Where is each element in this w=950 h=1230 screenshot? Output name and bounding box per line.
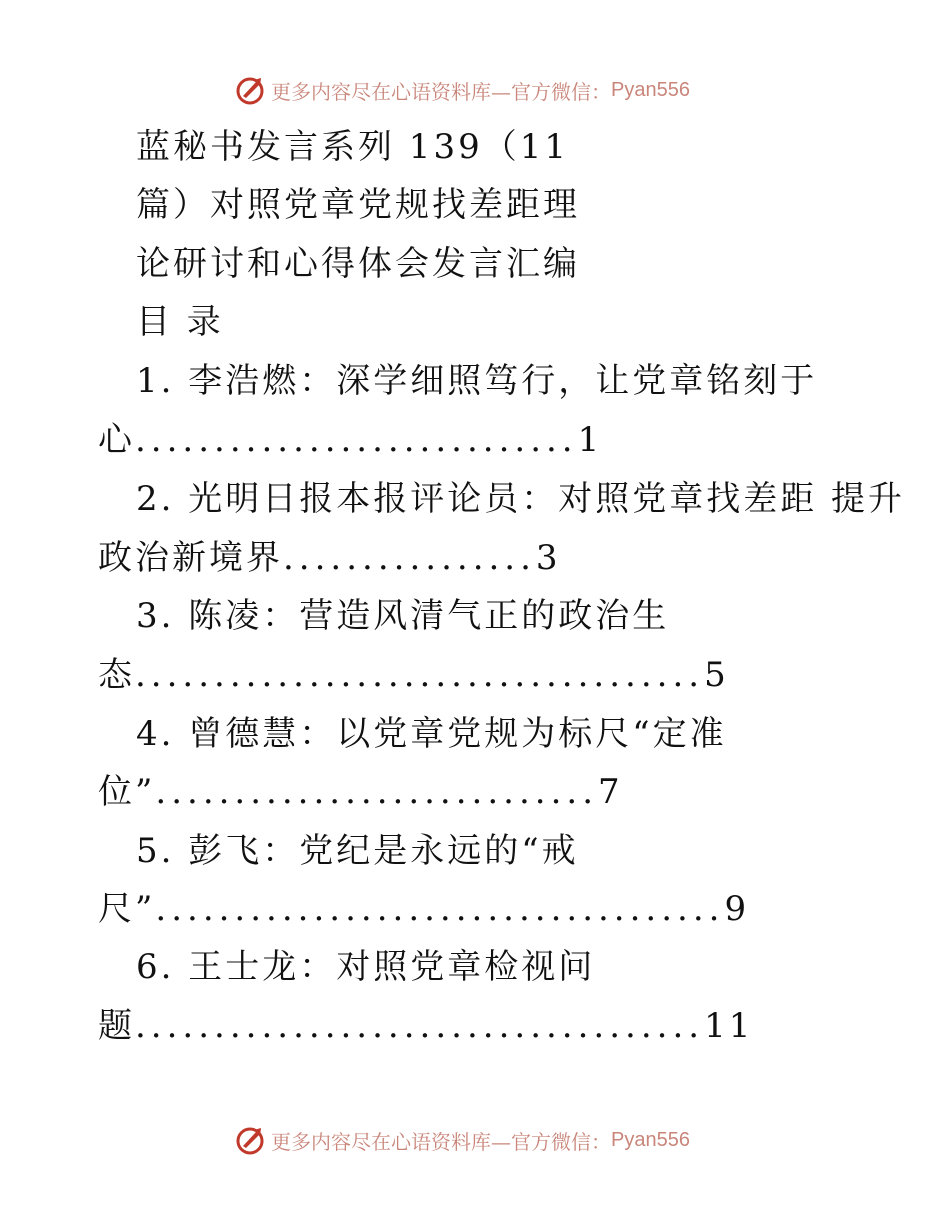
brand-logo-icon [234, 74, 266, 106]
toc-entry-1-cont: 心 [98, 420, 135, 460]
toc-entry-3-page: 5 [704, 655, 729, 695]
toc-entry-3-leader[interactable] [98, 655, 729, 695]
toc-entry-5-dots: .................................... [155, 889, 725, 929]
toc-entry-6-title[interactable]: 6. 王士龙：对照党章检视问 [136, 947, 596, 987]
watermark-account: Pyan556 [611, 78, 690, 101]
toc-heading: 目 录 [136, 302, 224, 342]
title-line-3: 论研讨和心得体会发言汇编 [136, 244, 580, 284]
toc-entry-1-dots: ............................ [135, 420, 578, 460]
watermark-account: Pyan556 [611, 1128, 690, 1151]
title-line-2: 篇）对照党章党规找差距理 [136, 185, 580, 225]
toc-entry-5-cont: 尺” [98, 889, 156, 929]
toc-entry-4-title[interactable]: 4. 曾德慧：以党章党规为标尺“定准 [136, 714, 727, 754]
toc-entry-5-title[interactable]: 5. 彭飞：党纪是永远的“戒 [136, 831, 579, 871]
footer-watermark [0, 1120, 950, 1160]
toc-entry-2-page: 3 [535, 538, 561, 578]
toc-entry-2-leader[interactable] [98, 538, 561, 578]
toc-entry-3-title[interactable]: 3. 陈凌：营造风清气正的政治生 [136, 596, 670, 636]
toc-entry-3-dots: .................................... [135, 655, 705, 695]
toc-entry-4-cont: 位” [98, 772, 156, 812]
toc-entry-2-title[interactable]: 2. 光明日报本报评论员：对照党章找差距 提升 [136, 479, 906, 519]
toc-entry-4-dots: ............................ [155, 772, 599, 812]
toc-entry-6-leader[interactable] [98, 1006, 753, 1046]
toc-entry-1-leader[interactable] [98, 420, 602, 460]
toc-entry-2-dots: ................ [283, 538, 536, 578]
toc-entry-4-page: 7 [598, 772, 623, 812]
toc-entry-2-cont: 政治新境界 [98, 538, 283, 578]
toc-entry-6-cont: 题 [98, 1006, 135, 1046]
toc-entry-3-cont: 态 [98, 655, 135, 695]
toc-entry-4-leader[interactable] [98, 772, 623, 812]
toc-entry-5-page: 9 [724, 889, 750, 929]
watermark-text: 更多内容尽在心语资料库—官方微信： [271, 1129, 611, 1154]
watermark-text: 更多内容尽在心语资料库—官方微信： [271, 79, 611, 104]
header-watermark [0, 70, 950, 110]
toc-entry-5-leader[interactable] [98, 889, 749, 929]
toc-entry-6-dots: .................................... [135, 1006, 705, 1046]
title-line-1: 蓝秘书发言系列 139（11 [136, 127, 569, 167]
toc-entry-1-title[interactable]: 1. 李浩燃：深学细照笃行，让党章铭刻于 [136, 361, 818, 401]
brand-logo-icon [234, 1124, 266, 1156]
toc-entry-1-page: 1 [577, 420, 603, 460]
toc-entry-6-page: 11 [704, 1006, 754, 1046]
